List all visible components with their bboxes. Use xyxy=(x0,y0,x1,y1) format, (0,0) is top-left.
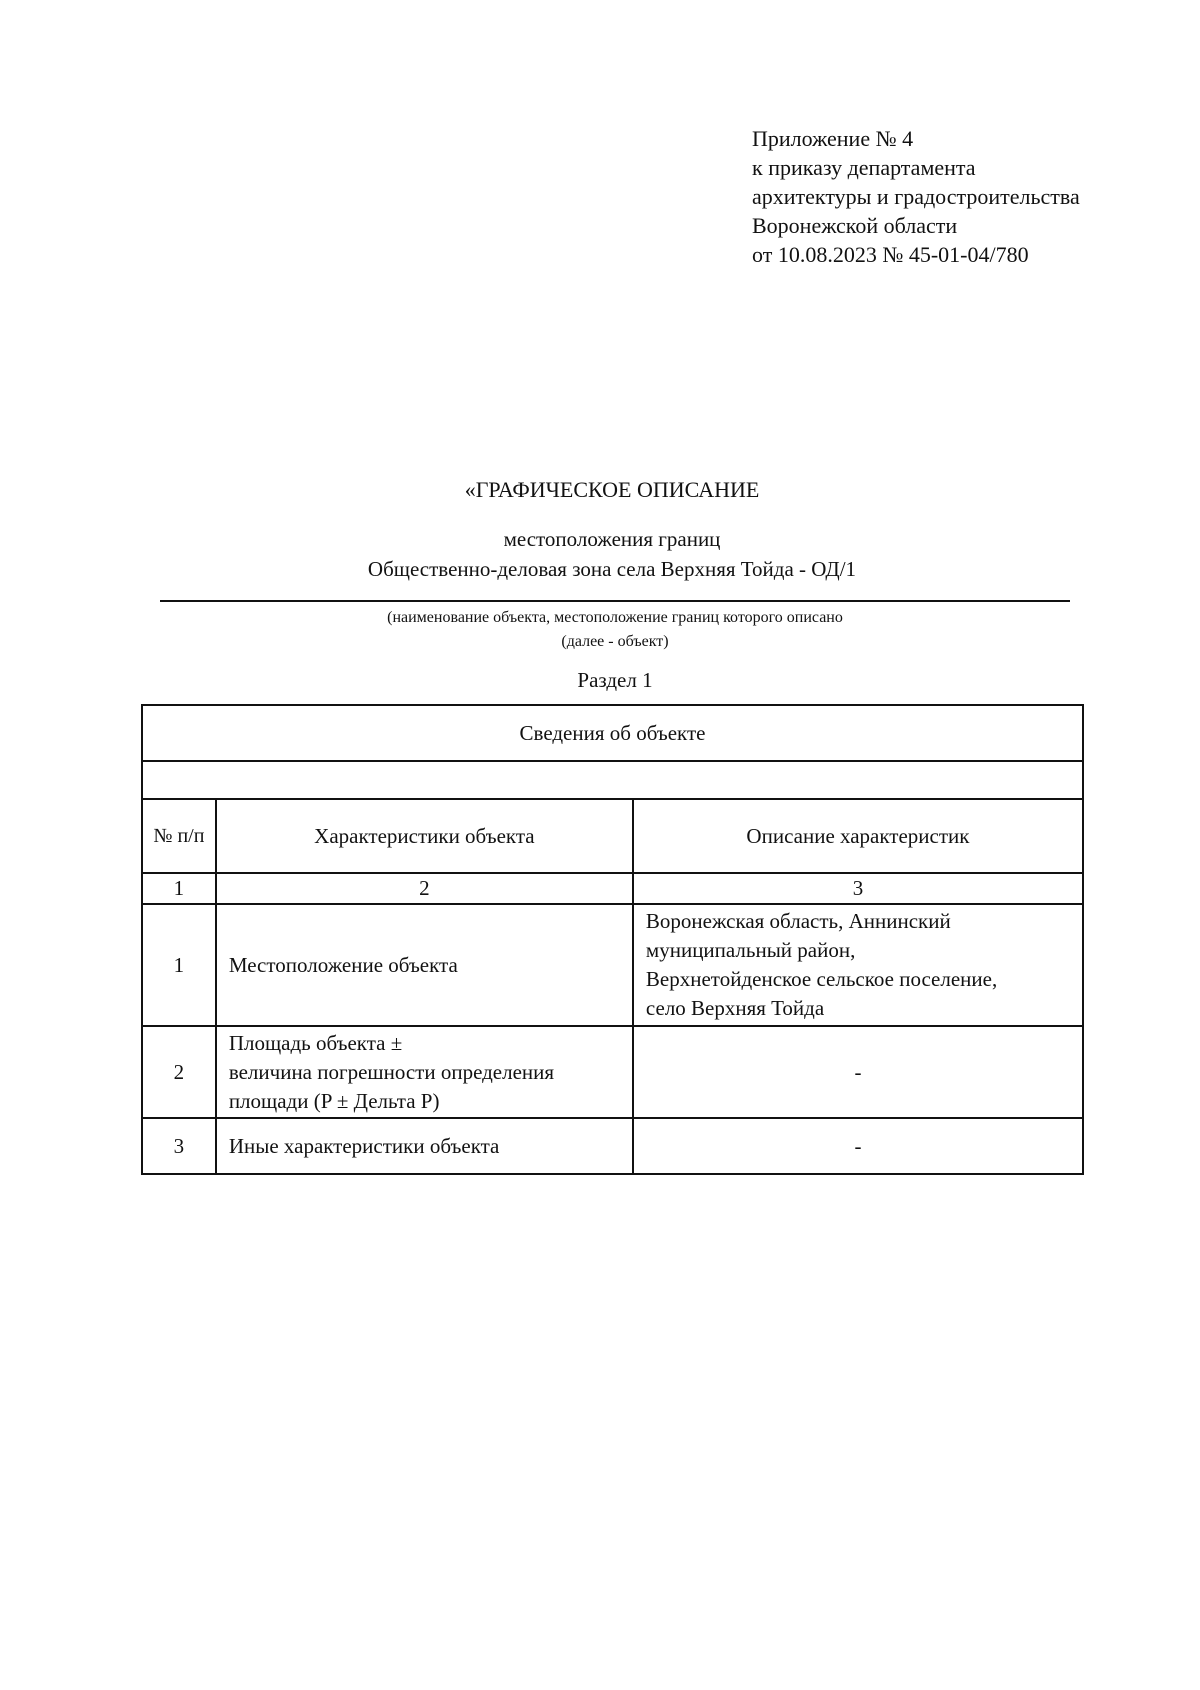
table-header: Сведения об объекте xyxy=(142,705,1083,761)
table-row xyxy=(142,1026,1083,1118)
column-header-num: № п/п xyxy=(142,799,216,873)
appendix-block xyxy=(752,124,1080,269)
column-index: 3 xyxy=(633,873,1083,904)
characteristic-line: площади (P ± Дельта P) xyxy=(228,1088,440,1113)
characteristic-line: величина погрешности определения xyxy=(228,1059,555,1084)
table-row xyxy=(142,904,1083,1026)
column-index-row xyxy=(142,873,1083,904)
row-number: 3 xyxy=(142,1118,216,1174)
row-characteristic: Иные характеристики объекта xyxy=(216,1118,633,1174)
appendix-line: архитектуры и градостроительства xyxy=(752,184,1080,209)
characteristic-line: Площадь объекта ± xyxy=(228,1030,403,1055)
object-info-table xyxy=(141,704,1084,1175)
row-characteristic xyxy=(216,1026,633,1118)
row-characteristic: Местоположение объекта xyxy=(216,904,633,1026)
subtitle-line: местоположения границ xyxy=(503,527,721,551)
column-index: 2 xyxy=(216,873,633,904)
table-row xyxy=(142,1118,1083,1174)
column-index: 1 xyxy=(142,873,216,904)
appendix-line: Воронежской области xyxy=(752,213,958,238)
object-caption xyxy=(0,606,1200,654)
description-line: Верхнетойденское сельское поселение, xyxy=(645,967,998,991)
appendix-line: к приказу департамента xyxy=(752,155,976,180)
description-line: село Верхняя Тойда xyxy=(645,996,825,1020)
description-line: Воронежская область, Аннинский xyxy=(645,909,951,933)
caption-line: (далее - объект) xyxy=(561,633,669,650)
column-header-row xyxy=(142,799,1083,873)
row-description: - xyxy=(633,1026,1083,1118)
row-number: 1 xyxy=(142,904,216,1026)
column-header-characteristic: Характеристики объекта xyxy=(216,799,633,873)
table-header-row xyxy=(142,705,1083,761)
caption-line: (наименование объекта, местоположение границ которого описано xyxy=(387,609,843,626)
underline-rule xyxy=(160,600,1070,602)
document-title: «ГРАФИЧЕСКОЕ ОПИСАНИЕ xyxy=(464,477,760,502)
row-description xyxy=(633,904,1083,1026)
row-number: 2 xyxy=(142,1026,216,1118)
appendix-line: от 10.08.2023 № 45-01-04/780 xyxy=(752,242,1029,267)
row-description: - xyxy=(633,1118,1083,1174)
column-header-description: Описание характеристик xyxy=(633,799,1083,873)
description-line: муниципальный район, xyxy=(645,938,856,962)
subtitle-line: Общественно-деловая зона села Верхняя Тойда - ОД/1 xyxy=(367,557,857,581)
appendix-line: Приложение № 4 xyxy=(752,126,914,151)
section-heading: Раздел 1 xyxy=(577,668,653,692)
table-empty-row xyxy=(142,761,1083,799)
document-subtitle xyxy=(0,524,1200,584)
empty-cell xyxy=(142,761,1083,799)
